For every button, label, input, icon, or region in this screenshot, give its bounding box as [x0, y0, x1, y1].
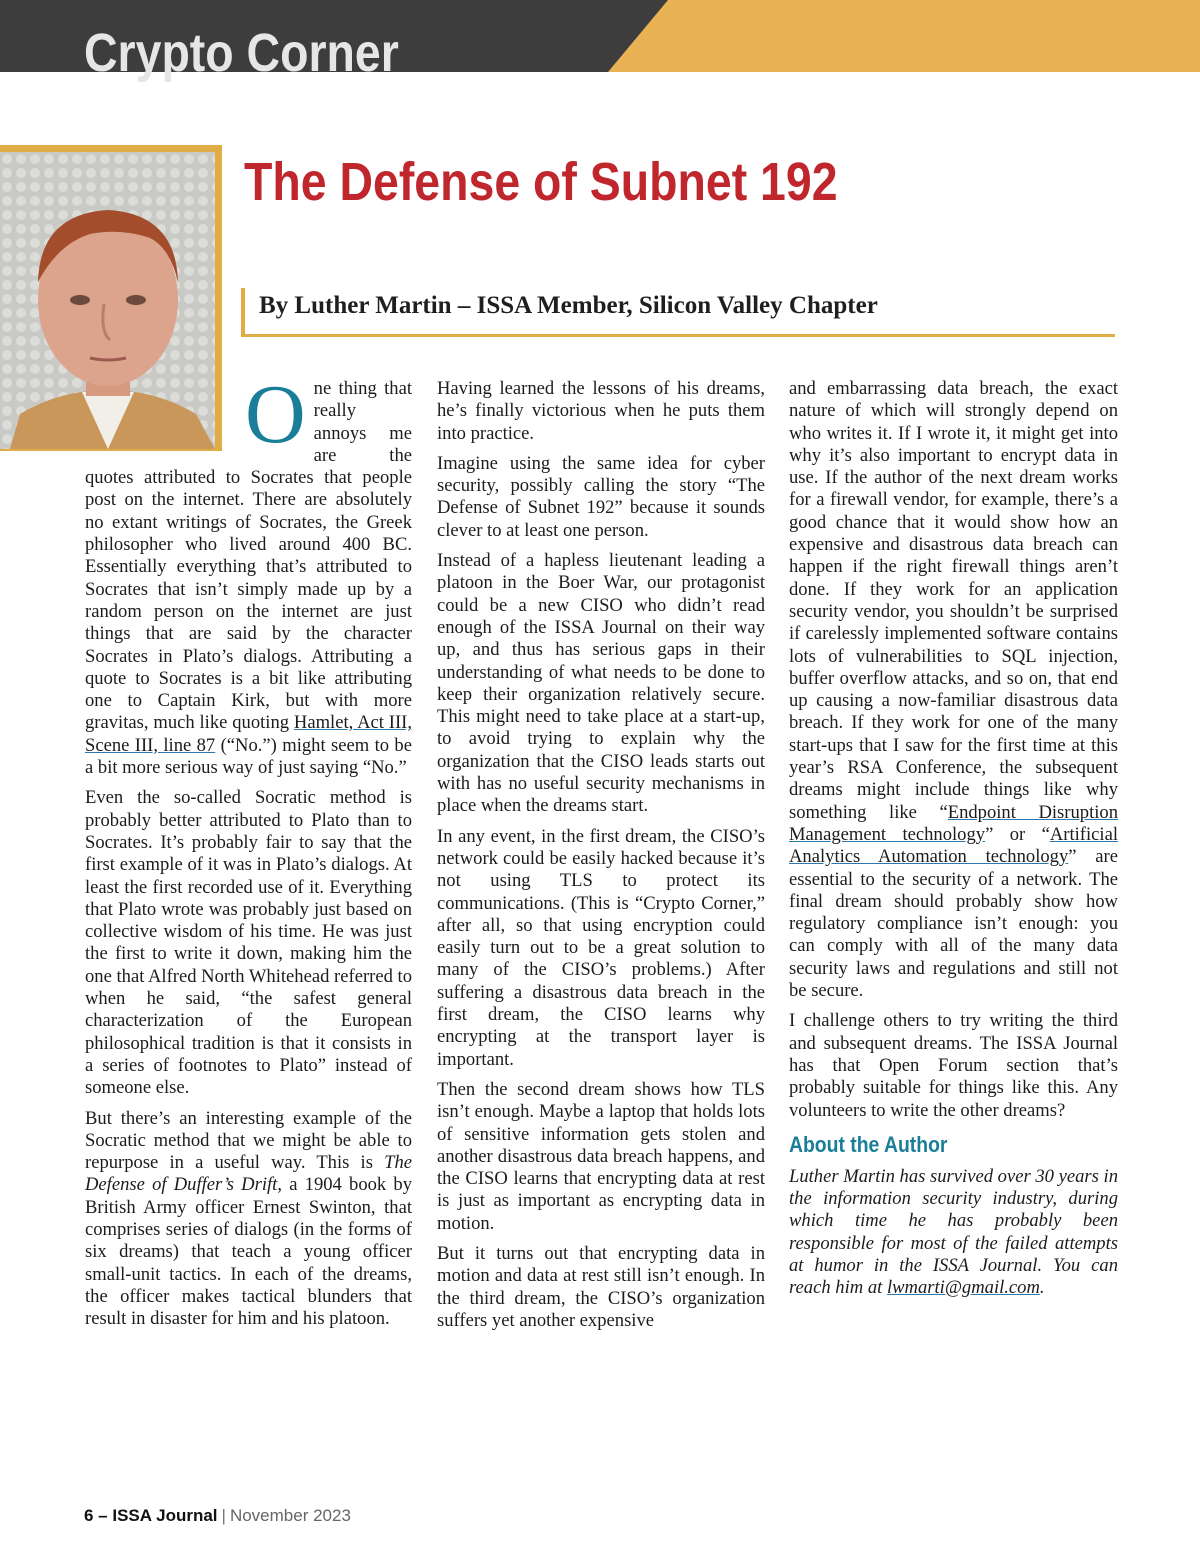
hamlet-link[interactable]: Hamlet, Act III, Scene III, line 87 — [85, 712, 412, 756]
text-run: . — [1039, 1277, 1045, 1299]
paragraph: But it turns out that encrypting data in motion and data at rest still isn’t enough. In the third dream, the CISO’s organization suffers yet another expensive — [437, 1242, 765, 1331]
text-run: ” are essential to the security of a network. The final dream should probably show how regulatory compliance isn’t enough: you can comply with all of the many data security laws and regulations and still not be secure. — [789, 846, 1118, 1002]
text-run: , a 1904 book by British Army officer Ernest Swinton, that comprises series of dialogs (in the forms of six dreams) that teach a young officer small-unit tactics. In each of the dreams, the officer makes tactical blunders that result in disaster for him and his platoon. — [85, 1174, 412, 1330]
byline-rule — [241, 334, 1115, 337]
column-1 — [85, 368, 412, 1338]
paragraph: In any event, in the first dream, the CISO’s network could be easily hacked because it’s not using TLS to protect its communications. (This is “Crypto Corner,” after all, so that using encryption could easily turn out to be a great solution to many of the CISO’s problems.) After suffering a disastrous data breach in the first dream, the CISO learns why encrypting at the transport layer is important. — [437, 825, 765, 1070]
paragraph — [85, 368, 412, 779]
column-3 — [789, 378, 1118, 1308]
issue-date: November 2023 — [229, 1506, 351, 1525]
paragraph: Imagine using the same idea for cyber security, possibly calling the story “The Defense of Subnet 192” because it sounds clever to at least one person. — [437, 452, 765, 541]
paragraph: Instead of a hapless lieutenant leading a platoon in the Boer War, our protagonist could be a new CISO who didn’t read enough of the ISSA Journal on their way up, and thus has serious gaps in their understanding of what needs to be done to keep their organization relatively secure. This might need to take place at a start-up, to avoid trying to explain why the organization that the CISO leads starts out with has no useful security mechanisms in place when the dreams start. — [437, 550, 765, 817]
page-footer — [84, 1503, 351, 1529]
article-title: The Defense of Subnet 192 — [244, 152, 838, 212]
paragraph: I challenge others to try writing the third and subsequent dreams. The ISSA Journal has that Open Forum section that’s probably suitable for things like this. Any volunteers to write the other dreams? — [789, 1010, 1118, 1121]
drop-cap: O — [245, 368, 306, 461]
text-run: ne thing that really annoys me are the quotes attributed to Socrates that people post on the internet. There are absolutely no extant writings of Socrates, the Greek philosopher who lived around 400 BC. Essentially everything that’s attributed to Socrates that isn’t simply made up by a random person on the internet are just things that are said by the character Socrates in Plato’s dialogs. Attributing a quote to Socrates is a bit like attributing one to Captain Kirk, but with more gravitas, much like quoting — [85, 378, 412, 734]
about-author-heading: About the Author — [789, 1131, 948, 1157]
text-run: But there’s an interesting example of the Socratic method that we might be able to repurpose in a useful way. This is — [85, 1107, 412, 1174]
text-run: and embarrassing data breach, the exact nature of which will strongly depend on who writes it. If I wrote it, it might get into why it’s also important to encrypt data in use. If the author of the next dream works for a firewall vendor, for example, there’s a good chance that it would show how an expensive and disastrous data breach can happen if the right firewall things aren’t done. If they work for an application security vendor, you shouldn’t be surprised if carelessly implemented software contains lots of vulnerabilities to SQL injection, buffer overflow attacks, and so on, that end up causing a now-familiar disastrous data breach. If they work for one of the many start-ups that I saw for the first time at this year’s RSA Conference, the subsequent dreams might include things like why something like “ — [789, 378, 1118, 823]
author-email-link[interactable]: lwmarti@gmail.com — [886, 1277, 1040, 1299]
paragraph — [85, 1108, 412, 1331]
page-label: 6 – ISSA Journal — [84, 1506, 218, 1525]
paragraph: Having learned the lessons of his dreams, he’s finally victorious when he puts them into practice. — [437, 378, 765, 444]
paragraph: Even the so-called Socratic method is probably better attributed to Plato than to Socrates. It’s probably fair to say that the first example of it was in Plato’s dialogs. At least the first recorded use of it. Everything that Plato wrote was probably just based on collective wisdom of his time. He was just the first to write it down, making him the one that Alfred North Whitehead referred to when he said, “the safest general characterization of the European philosophical tradition is that it consists in a series of footnotes to Plato” instead of someone else. — [85, 787, 412, 1099]
text-run: ” or “ — [985, 823, 1050, 845]
byline: By Luther Martin – ISSA Member, Silicon Valley Chapter — [259, 292, 878, 319]
book-title: The Defense of Duffer’s Drift — [85, 1152, 412, 1196]
text-run: Luther Martin has survived over 30 years in the information security industry, during which time he has probably been responsible for most of the failed attempts at humor in the ISSA Journal. You can reach him at — [789, 1165, 1118, 1299]
footer-separator: | — [221, 1506, 226, 1525]
author-bio — [789, 1166, 1118, 1300]
endpoint-disruption-link[interactable]: Endpoint Disruption Management technology — [789, 801, 1118, 845]
paragraph: Then the second dream shows how TLS isn’t enough. Maybe a laptop that holds lots of sensitive information gets stolen and another disastrous data breach happens, and the CISO learns that encrypting data at rest is just as important as encrypting data in motion. — [437, 1078, 765, 1234]
text-run: (“No.”) might seem to be a bit more serious way of just saying “No.” — [85, 734, 412, 779]
byline-accent-bar — [241, 288, 245, 336]
column-2 — [437, 378, 765, 1340]
artificial-analytics-link[interactable]: Artificial Analytics Automation technology — [789, 823, 1118, 868]
section-title: Crypto Corner — [84, 23, 399, 83]
paragraph — [789, 378, 1118, 1002]
